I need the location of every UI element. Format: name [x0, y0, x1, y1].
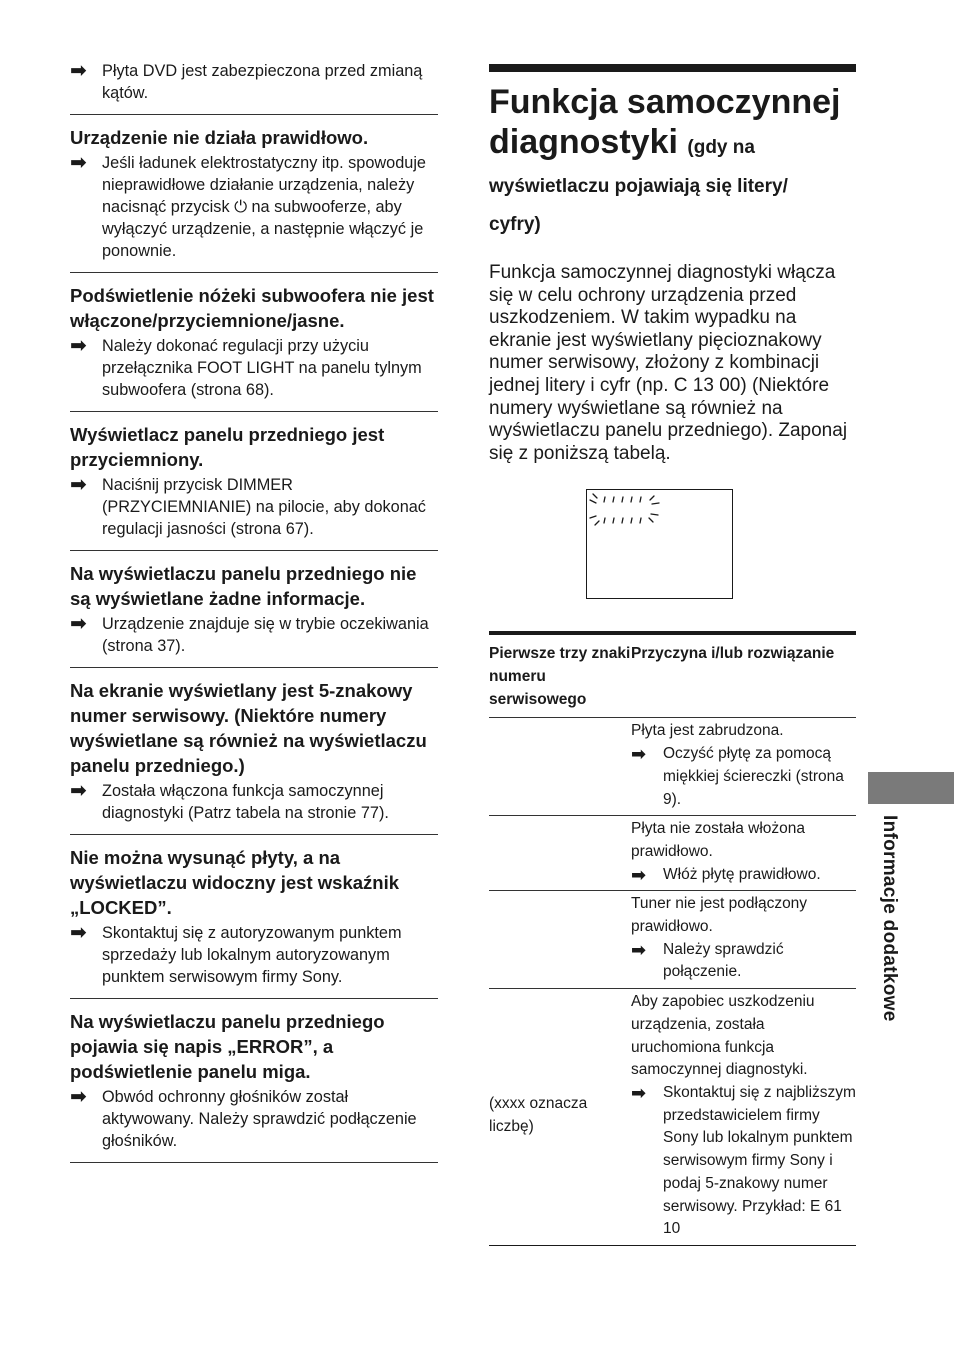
service-code-cell	[489, 991, 631, 1241]
table-row	[489, 816, 856, 891]
solution-text: Skontaktuj się z autoryzowanym punktem sprzedaży lub lokalnym autoryzowanym punktem serwisowym firmy Sony.	[102, 924, 402, 986]
solution-text: Płyta DVD jest zabezpieczona przed zmianą kątów.	[102, 62, 423, 102]
solution	[70, 922, 438, 988]
service-code-cell	[489, 720, 631, 811]
cause-cell	[631, 720, 856, 811]
service-number-table	[489, 631, 856, 1246]
service-code-note: (xxxx oznacza liczbę)	[489, 1095, 588, 1136]
arrow-right-icon: ➡	[631, 864, 647, 885]
troubleshoot-item-1	[70, 125, 438, 273]
arrow-right-icon: ➡	[70, 922, 87, 944]
problem-heading: Na ekranie wyświetlany jest 5-znakowy numer serwisowy. (Niektóre numery wyświetlane są również na wyświetlaczu panelu przedniego.)	[70, 680, 427, 776]
solution-text: Należy dokonać regulacji przy użyciu przełącznika FOOT LIGHT na panelu tylnym subwoofera (strona 68).	[102, 337, 422, 399]
blinking-display-illustration	[586, 489, 733, 599]
table-row	[489, 718, 856, 816]
arrow-right-icon: ➡	[70, 780, 87, 802]
solution-text: Jeśli ładunek elektrostatyczny itp. spowoduje nieprawidłowe działanie urządzenia, należy nacisnąć przycisk ⏻ na subwooferze, aby wyłączyć urządzenie, a następnie włączyć je ponownie.	[102, 154, 426, 260]
solution	[70, 1086, 438, 1152]
solution	[70, 474, 438, 540]
problem-heading: Wyświetlacz panelu przedniego jest przyciemniony.	[70, 424, 385, 470]
solution	[70, 152, 438, 262]
solution	[70, 780, 438, 824]
arrow-right-icon: ➡	[70, 152, 87, 174]
problem-heading: Podświetlenie nóżeki subwoofera nie jest włączone/przyciemnione/jasne.	[70, 285, 434, 331]
section-title-bar	[489, 64, 856, 72]
section-title-main: Funkcja samoczynnej diagnostyki	[489, 83, 841, 161]
troubleshoot-item-7	[70, 1009, 438, 1163]
cause-cell	[631, 818, 856, 886]
solution-text: Włóż płytę prawidłowo.	[663, 865, 821, 883]
service-code-cell	[489, 893, 631, 984]
solution-text: Skontaktuj się z najbliższym przedstawicielem firmy Sony lub lokalnym punktem serwisowym firmy Sony i podaj 5-znakowy numer serwisowy. Przykład: E 61 10	[663, 1084, 856, 1238]
solution	[70, 335, 438, 401]
solution	[70, 60, 438, 104]
solution-text: Obwód ochronny głośników został aktywowany. Należy sprawdzić podłączenie głośników.	[102, 1088, 417, 1150]
arrow-right-icon: ➡	[70, 1086, 87, 1108]
table-header-code: Pierwsze trzy znaki numeru serwisowego	[489, 645, 631, 708]
solution	[631, 743, 856, 811]
solution-text: Urządzenie znajduje się w trybie oczekiwania (strona 37).	[102, 615, 429, 655]
problem-heading: Urządzenie nie działa prawidłowo.	[70, 127, 369, 148]
arrow-right-icon: ➡	[70, 613, 87, 635]
solution-text: Oczyść płytę za pomocą miękkiej ściereczki (strona 9).	[663, 745, 844, 808]
section-subtitle-line-1: wyświetlaczu pojawiają się litery/	[489, 176, 788, 197]
table-row	[489, 891, 856, 989]
cause-text: Tuner nie jest podłączony prawidłowo.	[631, 895, 808, 936]
cause-cell	[631, 893, 856, 984]
section-subtitle-line-2: cyfry)	[489, 214, 541, 235]
troubleshoot-item-2	[70, 283, 438, 412]
arrow-right-icon: ➡	[70, 335, 87, 357]
service-code-cell	[489, 818, 631, 886]
self-diagnosis-column	[489, 64, 856, 1246]
table-header-row	[489, 635, 856, 718]
arrow-right-icon: ➡	[631, 744, 647, 765]
section-title	[489, 82, 856, 168]
arrow-right-icon: ➡	[70, 474, 87, 496]
cause-text: Płyta nie została włożona prawidłowo.	[631, 820, 806, 860]
cause-cell	[631, 991, 856, 1241]
solution-text: Została włączona funkcja samoczynnej diagnostyki (Patrz tabela na stronie 77).	[102, 782, 389, 822]
solution	[70, 613, 438, 657]
blinking-dashes-icon	[587, 490, 732, 598]
table-header-cause: Przyczyna i/lub rozwiązanie	[631, 645, 835, 663]
troubleshoot-item-3	[70, 422, 438, 551]
troubleshoot-item-6	[70, 845, 438, 999]
solution	[631, 939, 856, 984]
section-title-sub: (gdy na	[687, 137, 755, 158]
troubleshooting-column	[70, 60, 438, 1173]
troubleshoot-item-0	[70, 60, 438, 115]
problem-heading: Nie można wysunąć płyty, a na wyświetlaczu widoczny jest wskaźnik „LOCKED”.	[70, 847, 400, 918]
section-subtitle	[489, 168, 856, 244]
problem-heading: Na wyświetlaczu panelu przedniego pojawia się napis „ERROR”, a podświetlenie panelu miga.	[70, 1011, 385, 1082]
section-tab-marker	[868, 772, 954, 804]
solution-text: Naciśnij przycisk DIMMER (PRZYCIEMNIANIE) na pilocie, aby dokonać regulacji jasności (strona 67).	[102, 476, 426, 538]
intro-paragraph: Funkcja samoczynnej diagnostyki włącza się w celu ochrony urządzenia przed uszkodzeniem. W takim wypadku na ekranie jest wyświetlany pięcioznakowy numer serwisowy, złożony z kombinacji jednej litery i cyfr (np. C 13 00) (Niektóre numery wyświetlane są również na wyświetlaczu panelu przedniego). Zaponaj się z poniższą tabelą.	[489, 262, 848, 464]
arrow-right-icon: ➡	[631, 939, 647, 960]
troubleshoot-item-4	[70, 561, 438, 668]
section-tab-label: Informacje dodatkowe	[879, 815, 900, 1022]
solution-text: Należy sprawdzić połączenie.	[663, 940, 784, 981]
table-row	[489, 989, 856, 1246]
problem-heading: Na wyświetlaczu panelu przedniego nie są wyświetlane żadne informacje.	[70, 563, 417, 609]
cause-text: Płyta jest zabrudzona.	[631, 722, 784, 740]
cause-text: Aby zapobiec uszkodzeniu urządzenia, została uruchomiona funkcja samoczynnej diagnostyki.	[631, 993, 815, 1079]
solution	[631, 864, 856, 887]
arrow-right-icon: ➡	[70, 60, 87, 82]
arrow-right-icon: ➡	[631, 1083, 647, 1103]
solution	[631, 1082, 856, 1241]
troubleshoot-item-5	[70, 678, 438, 835]
